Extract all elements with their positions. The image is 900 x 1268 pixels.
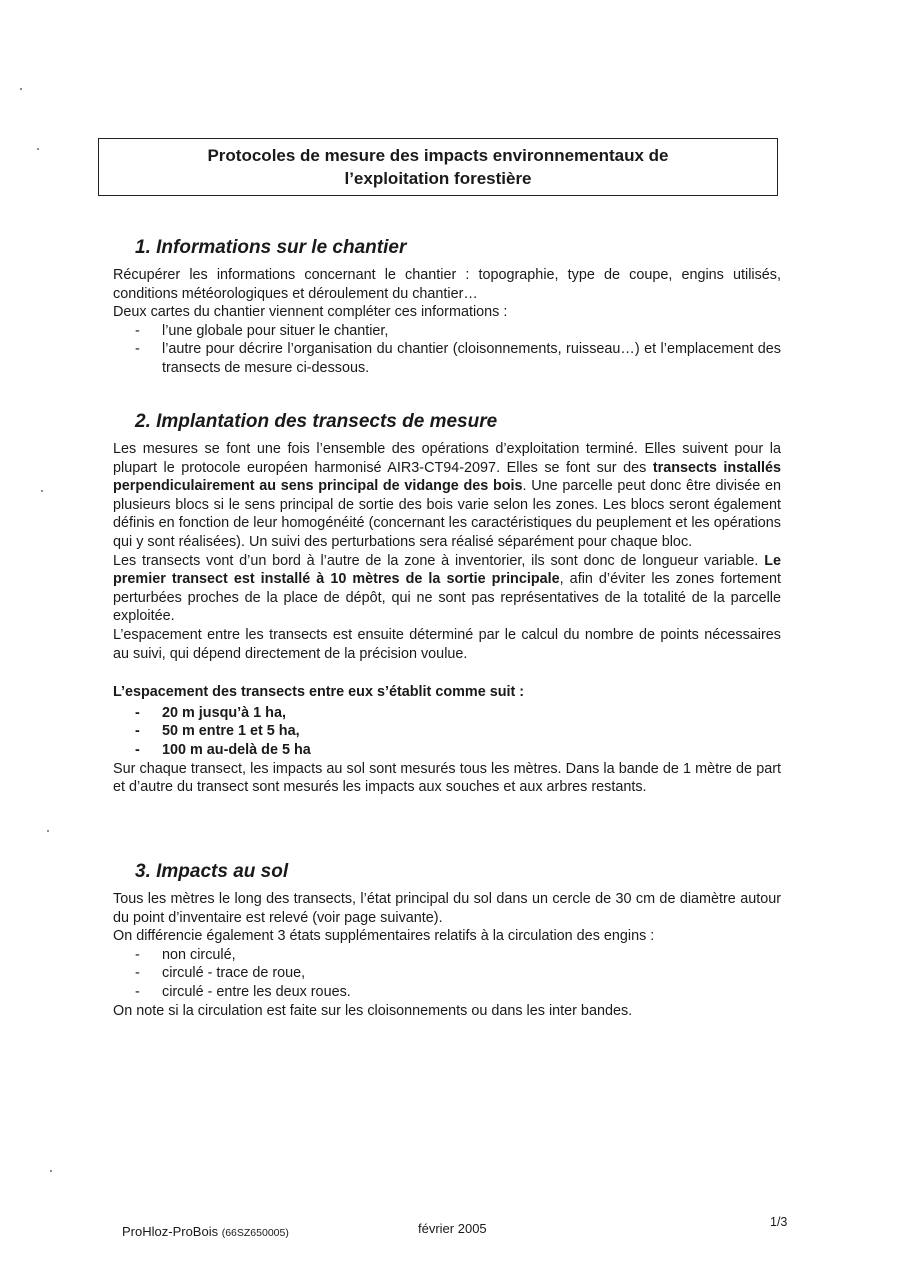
text-run: . Une parcelle peut donc être divisée en plusieurs blocs si le sens principal de sortie des bois varie selon les zones. Les blocs seront également définis en fonction de leur homogénéité (concernant les caractéristiques du peuplement et les opérations qui y sont réalisées). Un suivi des perturbations sera réalisé séparément pour chaque bloc. bbox=[113, 478, 781, 550]
paragraph: Sur chaque transect, les impacts au sol sont mesurés tous les mètres. Dans la bande de 1 mètre de part et d’autre du transect sont mesurés les impacts aux souches et aux arbres restants. bbox=[113, 760, 781, 796]
paragraph: On note si la circulation est faite sur les cloisonnements ou dans les inter bandes. bbox=[113, 1002, 633, 1019]
spacing-subheading: L’espacement des transects entre eux s’établit comme suit : bbox=[113, 684, 525, 701]
document-title-line2: l’exploitation forestière bbox=[344, 169, 532, 188]
section-heading: 2. Implantation des transects de mesure bbox=[135, 411, 498, 432]
footer-project bbox=[122, 1224, 289, 1239]
maps-list bbox=[113, 322, 781, 378]
section-implantation bbox=[113, 410, 781, 797]
page-number: 1/3 bbox=[770, 1215, 788, 1229]
paragraph: Récupérer les informations concernant le chantier : topographie, type de coupe, engins utilisés, conditions météorologiques et déroulement du chantier… bbox=[113, 267, 781, 302]
bold-text-run: Le premier transect est installé à 10 mètres de la sortie principale bbox=[113, 552, 781, 588]
footer-date: février 2005 bbox=[418, 1221, 487, 1236]
spacing-list bbox=[113, 704, 781, 760]
scan-speck bbox=[41, 490, 43, 492]
scan-speck bbox=[20, 88, 22, 90]
list-item: - circulé - entre les deux roues. bbox=[135, 983, 781, 1002]
document-title-box bbox=[98, 138, 778, 196]
section-heading: 3. Impacts au sol bbox=[135, 861, 289, 882]
text-run: Les transects vont d’un bord à l’autre de la zone à inventorier, ils sont donc de longueur variable. bbox=[113, 552, 765, 569]
paragraph: Tous les mètres le long des transects, l’état principal du sol dans un cercle de 30 cm de diamètre autour du point d’inventaire est relevé (voir page suivante). bbox=[113, 891, 781, 926]
list-item: - l’autre pour décrire l’organisation du chantier (cloisonnements, ruisseau…) et l’emplacement des transects de mesure ci-dessous. bbox=[135, 340, 781, 377]
paragraph bbox=[113, 440, 781, 552]
text-run: Les mesures se font une fois l’ensemble des opérations d’exploitation terminé. Elles suivent pour la plupart le protocole européen harmonisé AIR3-CT94-2097. Elles se font sur des bbox=[113, 441, 781, 476]
paragraph bbox=[113, 552, 781, 626]
circulation-states-list bbox=[113, 946, 781, 1002]
list-item: - circulé - trace de roue, bbox=[135, 964, 781, 983]
text-run: , afin d’éviter les zones fortement perturbées proches de la place de dépôt, qui ne sont pas représentatives de la totalité de la parcelle exploitée. bbox=[113, 571, 781, 625]
footer-project-code: (66SZ650005) bbox=[221, 1227, 289, 1239]
bold-text-run: transects installés perpendiculairement au sens principal de vidange des bois bbox=[113, 459, 781, 495]
paragraph: On différencie également 3 états supplémentaires relatifs à la circulation des engins : bbox=[113, 928, 655, 945]
scan-speck bbox=[47, 830, 49, 832]
list-item: - l’une globale pour situer le chantier, bbox=[135, 322, 781, 341]
footer-project-name: ProHloz-ProBois bbox=[122, 1224, 219, 1239]
list-item: - 50 m entre 1 et 5 ha, bbox=[135, 722, 781, 741]
scan-speck bbox=[37, 148, 39, 150]
section-heading: 1. Informations sur le chantier bbox=[135, 237, 407, 258]
document-title-line1: Protocoles de mesure des impacts environnementaux de bbox=[207, 146, 669, 165]
paragraph: Deux cartes du chantier viennent compléter ces informations : bbox=[113, 304, 508, 321]
list-item: - 100 m au-delà de 5 ha bbox=[135, 741, 781, 760]
section-informations bbox=[113, 236, 781, 378]
section-impacts-sol bbox=[113, 860, 781, 1020]
paragraph: L’espacement entre les transects est ensuite déterminé par le calcul du nombre de points nécessaires au suivi, qui dépend directement de la précision voulue. bbox=[113, 626, 781, 662]
list-item: - non circulé, bbox=[135, 946, 781, 965]
scan-speck bbox=[50, 1170, 52, 1172]
list-item: - 20 m jusqu’à 1 ha, bbox=[135, 704, 781, 723]
